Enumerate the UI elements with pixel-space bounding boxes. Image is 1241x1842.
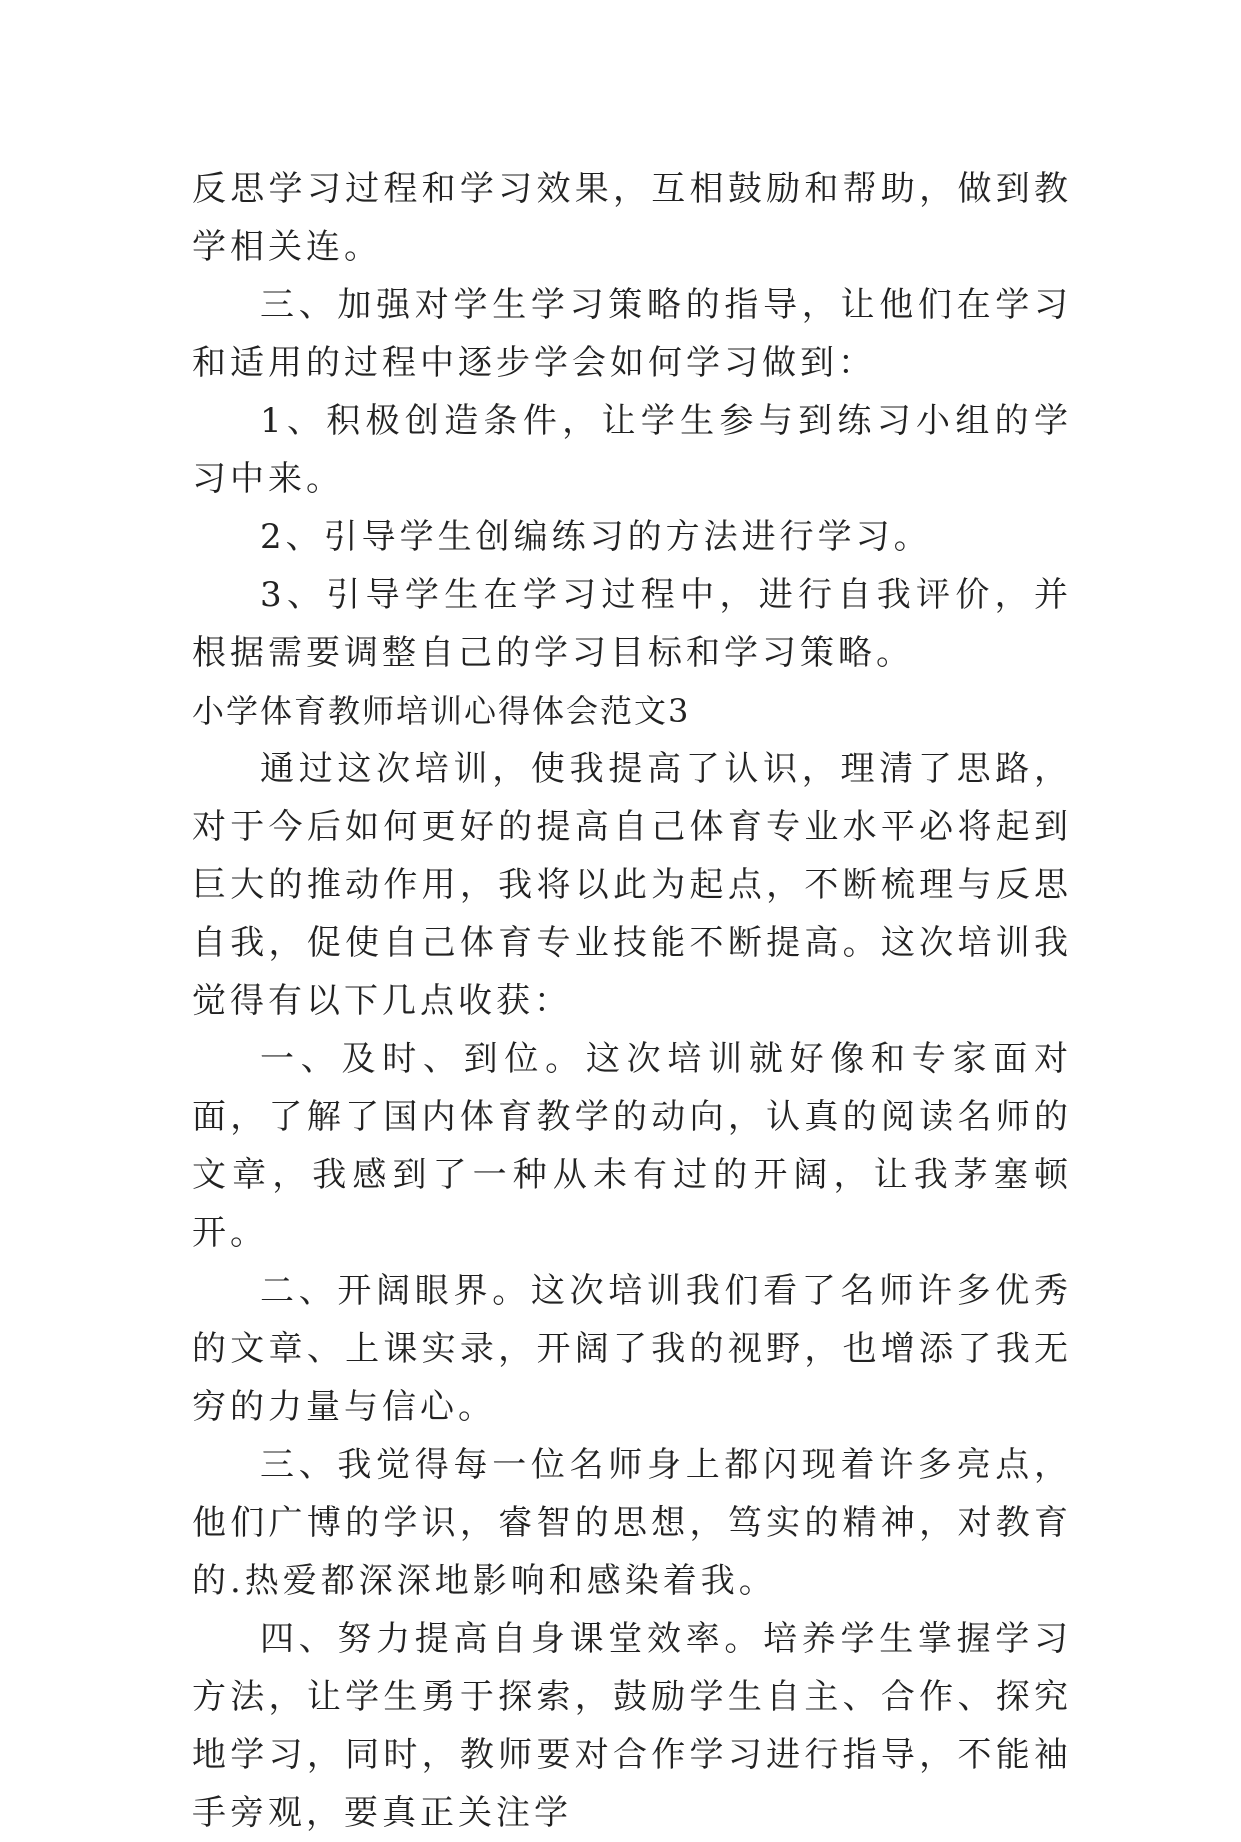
list-item: 2、引导学生创编练习的方法进行学习。 bbox=[260, 517, 932, 557]
list-item: 1、积极创造条件，让学生参与到练习小组的学习中来。 bbox=[192, 401, 1072, 499]
paragraph: 三、加强对学生学习策略的指导，让他们在学习和适用的过程中逐步学会如何学习做到： bbox=[192, 285, 1072, 383]
paragraph: 通过这次培训，使我提高了认识，理清了思路，对于今后如何更好的提高自己体育专业水平必将起到巨大的推动作用，我将以此为起点，不断梳理与反思自我，促使自己体育专业技能不断提高。这次培训我觉得有以下几点收获： bbox=[192, 749, 1072, 1021]
paragraph: 三、我觉得每一位名师身上都闪现着许多亮点，他们广博的学识，睿智的思想，笃实的精神，对教育的.热爱都深深地影响和感染着我。 bbox=[192, 1445, 1072, 1601]
paragraph: 一、及时、到位。这次培训就好像和专家面对面，了解了国内体育教学的动向，认真的阅读名师的文章，我感到了一种从未有过的开阔，让我茅塞顿开。 bbox=[192, 1039, 1072, 1253]
list-item: 3、引导学生在学习过程中，进行自我评价，并根据需要调整自己的学习目标和学习策略。 bbox=[192, 575, 1072, 673]
section-title: 小学体育教师培训心得体会范文3 bbox=[192, 692, 691, 730]
document-body bbox=[192, 160, 1072, 1842]
paragraph: 二、开阔眼界。这次培训我们看了名师许多优秀的文章、上课实录，开阔了我的视野，也增添了我无穷的力量与信心。 bbox=[192, 1271, 1072, 1427]
paragraph: 四、努力提高自身课堂效率。培养学生掌握学习方法，让学生勇于探索，鼓励学生自主、合作、探究地学习，同时，教师要对合作学习进行指导，不能袖手旁观，要真正关注学 bbox=[192, 1619, 1072, 1833]
paragraph: 反思学习过程和学习效果，互相鼓励和帮助，做到教学相关连。 bbox=[192, 169, 1072, 267]
